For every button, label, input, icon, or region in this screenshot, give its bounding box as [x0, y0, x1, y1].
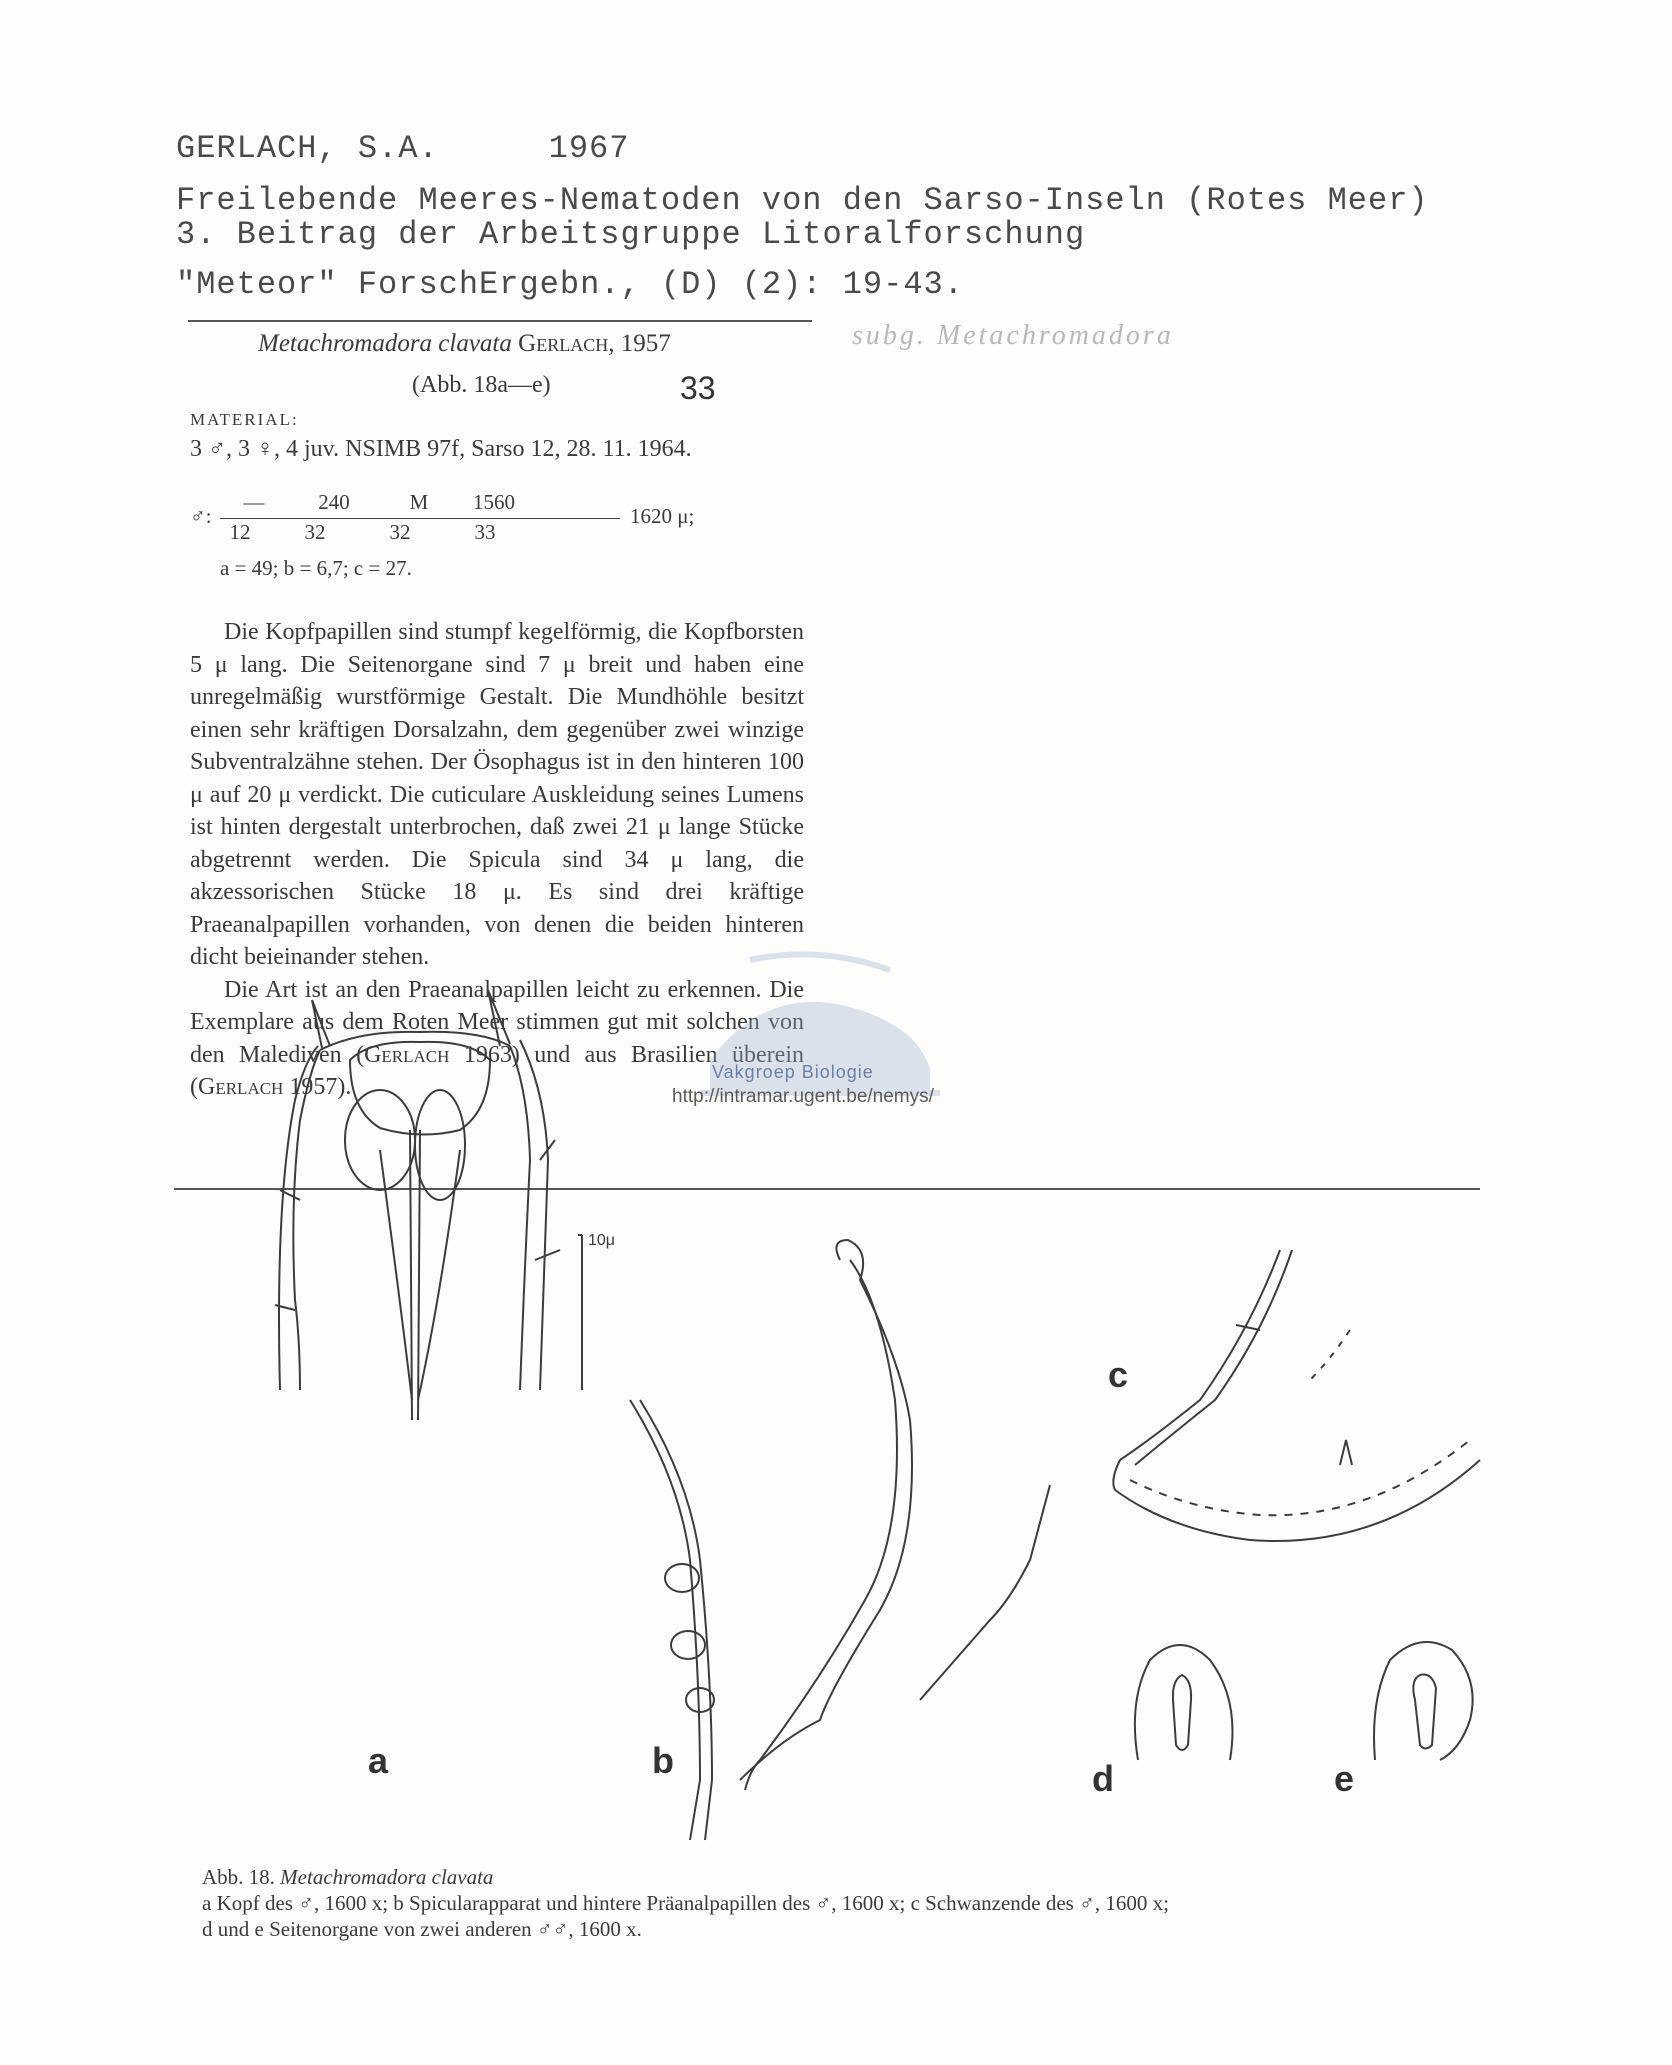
scale-bar-label: 10μ: [588, 1232, 616, 1249]
panel-a-head-drawing: [275, 990, 560, 1420]
caption-title-line: [202, 1864, 1492, 1890]
panel-label-b: b: [652, 1740, 674, 1781]
material-value: 3 ♂, 3 ♀, 4 juv. NSIMB 97f, Sarso 12, 28. 11. 1964.: [190, 436, 692, 462]
caption-species: Metachromadora clavata: [280, 1865, 494, 1889]
panel-label-a: a: [368, 1740, 389, 1781]
caption-line-1: a Kopf des ♂, 1600 x; b Spicularapparat und hintere Präanalpapillen des ♂, 1600 x; c Schwanzende des ♂, 1600 x;: [202, 1891, 1169, 1915]
formula-sex: ♂:: [190, 504, 212, 528]
para2-text: Die Art ist an den Praeanalpapillen leicht zu erkennen. Die Exemplare aus dem Roten Meer stimmen gut mit solchen von den Malediven (: [190, 976, 804, 1068]
material-label: MATERIAL:: [190, 410, 299, 429]
panel-label-c: c: [1108, 1354, 1129, 1395]
description-paragraph-1: Die Kopfpapillen sind stumpf kegelförmig, die Kopfborsten 5 μ lang. Die Seitenorgane sind 7 μ breit und haben eine unregelmäßig wurstförmige Gestalt. Die Mundhöhle besitzt einen sehr kräftigen Dorsalzahn, dem gegenüber zwei winzige Subventralzähne stehen. Der Ösophagus ist in den hinteren 100 μ auf 20 μ verdickt. Die cuticulare Auskleidung seines Lumens ist hinten dergestalt unterbrochen, daß zwei 21 μ lange Stücke abgetrennt werden. Die Spicula sind 34 μ lang, die akzessorischen Stücke 18 μ. Es sind drei kräftige Praeanalpapillen vorhanden, von denen die beiden hinteren dicht beieinander stehen.: [190, 619, 804, 970]
caption-prefix: Abb. 18.: [202, 1865, 275, 1889]
author: GERLACH, S.A.: [176, 130, 439, 167]
para2-text: 1957).: [283, 1074, 352, 1100]
year: 1967: [548, 130, 630, 167]
handwritten-note: subg. Metachromadora: [852, 320, 1174, 351]
reference-title-line1: Freilebende Meeres-Nematoden von den Sarso-Inseln (Rotes Meer): [176, 182, 1429, 219]
para2-text: 1963) und aus Brasilien überein (: [190, 1041, 804, 1100]
figure-reference: (Abb. 18a—e): [412, 372, 551, 398]
formula-bottom-value: 33: [474, 520, 496, 544]
formula-bottom-value: 32: [304, 520, 326, 544]
species-name: Metachromadora clavata: [258, 330, 512, 357]
species-authority: Gerlach, 1957: [518, 330, 671, 357]
formula-top-value: 1560: [473, 490, 515, 514]
reference-journal: "Meteor" ForschErgebn., (D) (2): 19-43.: [176, 266, 964, 303]
formula-ratios: a = 49; b = 6,7; c = 27.: [220, 556, 412, 580]
caption-line-2: d und e Seitenorgane von zwei anderen ♂♂, 1600 x.: [202, 1917, 642, 1941]
figure-caption: [202, 1864, 1492, 1942]
formula-bottom-value: 12: [229, 520, 251, 544]
citation-author: Gerlach: [364, 1041, 450, 1068]
panel-label-d: d: [1092, 1758, 1114, 1799]
formula-top-value: 240: [318, 490, 350, 514]
watermark-url: http://intramar.ugent.be/nemys/: [672, 1086, 934, 1107]
formula-top-value: —: [243, 490, 265, 514]
panel-label-e: e: [1334, 1758, 1355, 1799]
panel-b-spicule-drawing: [630, 1240, 1050, 1840]
watermark-text: Vakgroep Biologie: [712, 1062, 874, 1082]
panel-e-amphid-drawing: [1374, 1642, 1473, 1760]
citation-author: Gerlach: [198, 1074, 284, 1100]
formula-top-value: M: [409, 490, 429, 514]
page-number: 33: [680, 370, 716, 406]
reference-title-line2: 3. Beitrag der Arbeitsgruppe Litoralforschung: [176, 216, 1086, 253]
formula-total: 1620 μ;: [630, 504, 695, 528]
panel-c-tail-drawing: [1113, 1250, 1480, 1541]
formula-bottom-value: 32: [389, 520, 411, 544]
panel-d-amphid-drawing: [1135, 1645, 1233, 1760]
